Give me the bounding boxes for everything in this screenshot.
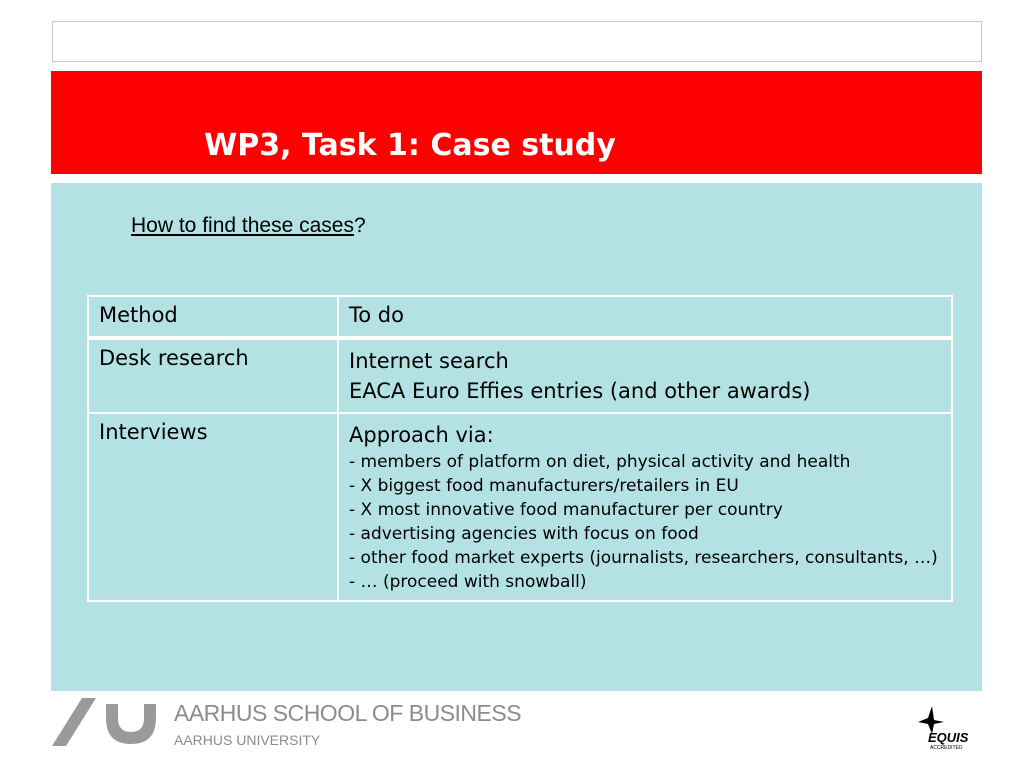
todo-bullet: - members of platform on diet, physical activity and health bbox=[349, 452, 851, 472]
method-cell: Interviews bbox=[88, 413, 338, 601]
todo-bullet: - advertising agencies with focus on food bbox=[349, 524, 699, 544]
table-header-row bbox=[88, 296, 952, 338]
table-row bbox=[88, 413, 952, 601]
todo-bullet: - X most innovative food manufacturer per country bbox=[349, 500, 783, 520]
todo-cell bbox=[338, 413, 952, 601]
todo-bullet: - … (proceed with snowball) bbox=[349, 572, 587, 592]
school-name: AARHUS SCHOOL OF BUSINESS bbox=[174, 700, 522, 726]
au-logo-icon bbox=[52, 696, 156, 748]
subtitle-link[interactable]: How to find these cases bbox=[131, 214, 354, 237]
equis-sub-text: ACCREDITED bbox=[930, 745, 963, 750]
slide-title: WP3, Task 1: Case study bbox=[204, 128, 616, 163]
equis-text: EQUIS bbox=[928, 730, 969, 745]
header-todo: To do bbox=[338, 296, 952, 338]
slide-subtitle bbox=[131, 214, 366, 238]
university-name: AARHUS UNIVERSITY bbox=[174, 732, 321, 748]
method-cell: Desk research bbox=[88, 338, 338, 413]
header-method: Method bbox=[88, 296, 338, 338]
todo-cell bbox=[338, 338, 952, 413]
todo-line: Internet search bbox=[349, 349, 509, 373]
todo-line: EACA Euro Effies entries (and other awards) bbox=[349, 379, 811, 403]
methods-table bbox=[87, 295, 953, 602]
todo-heading: Approach via: bbox=[349, 423, 494, 447]
subtitle-suffix: ? bbox=[353, 214, 366, 237]
header-blank-box bbox=[52, 21, 982, 62]
todo-bullet: - X biggest food manufacturers/retailers in EU bbox=[349, 476, 739, 496]
table-row bbox=[88, 338, 952, 413]
equis-logo-icon bbox=[914, 704, 976, 750]
todo-bullet: - other food market experts (journalists, researchers, consultants, …) bbox=[349, 548, 938, 568]
